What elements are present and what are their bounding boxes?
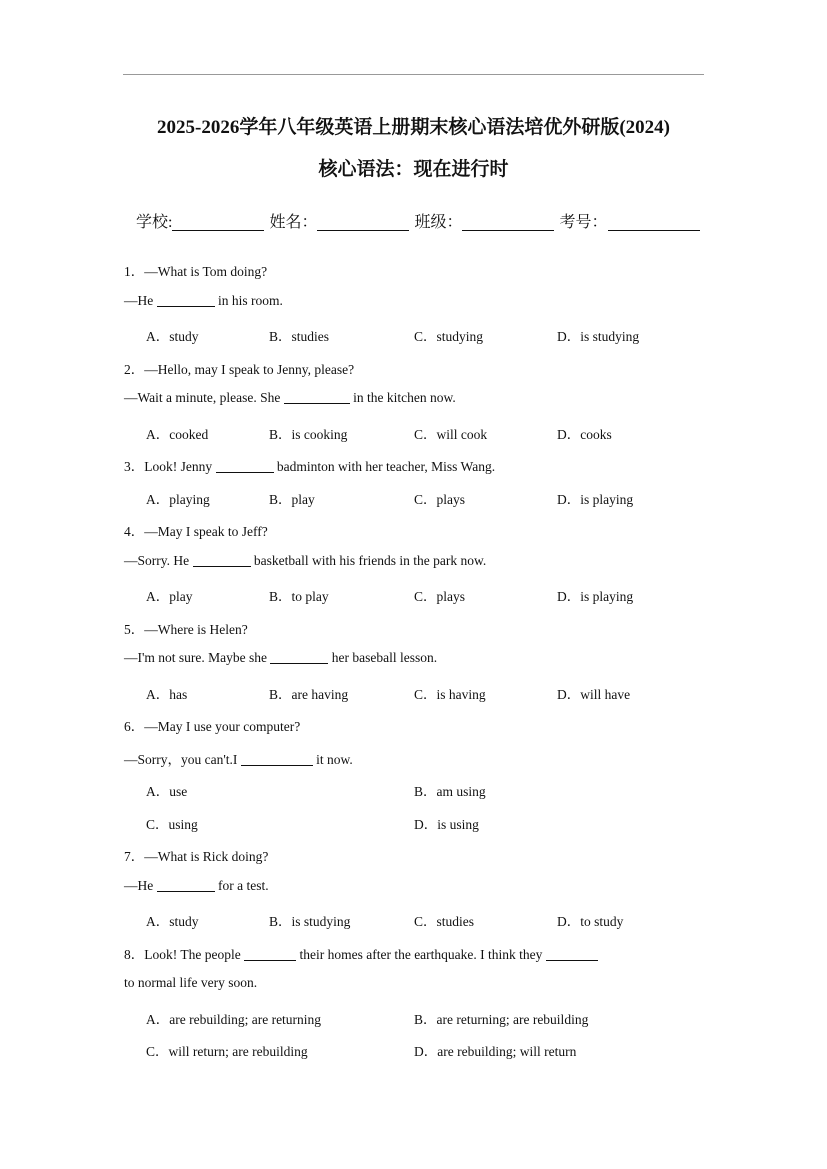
q4-option-a[interactable]: A．play [146, 589, 193, 604]
q4-option-c[interactable]: C．plays [414, 589, 466, 604]
answer-blank [244, 948, 296, 961]
header-rule [123, 74, 704, 75]
answer-blank [546, 948, 598, 961]
answer-blank [270, 651, 328, 664]
question-7-prompt: 7．—What is Rick doing? [124, 849, 269, 864]
answer-blank [193, 554, 251, 567]
question-2-response: —Wait a minute, please. She in the kitchen now. [124, 390, 456, 405]
q6-option-b[interactable]: B．am using [414, 784, 486, 799]
q7-option-c[interactable]: C．studies [414, 914, 475, 929]
q8-option-d[interactable]: D．are rebuilding; will return [414, 1044, 577, 1059]
q7-option-a[interactable]: A．study [146, 914, 199, 929]
question-5-response: —I'm not sure. Maybe she her baseball lesson. [124, 650, 438, 665]
q8-option-a[interactable]: A．are rebuilding; are returning [146, 1012, 322, 1027]
q2-option-b[interactable]: B．is cooking [269, 427, 348, 442]
q2-option-d[interactable]: D．cooks [557, 427, 612, 442]
question-1-prompt: 1．—What is Tom doing? [124, 264, 268, 279]
q6-option-c[interactable]: C．using [146, 817, 198, 832]
q2-option-c[interactable]: C．will cook [414, 427, 488, 442]
q3-option-c[interactable]: C．plays [414, 492, 466, 507]
number-label: 考号： [559, 214, 608, 231]
q2-option-a[interactable]: A．cooked [146, 427, 209, 442]
q5-option-c[interactable]: C．is having [414, 687, 486, 702]
question-7-response: —He for a test. [124, 878, 269, 893]
question-8-prompt: 8．Look! The people their homes after the earthquake. I think they [124, 943, 598, 963]
q5-option-b[interactable]: B．are having [269, 687, 349, 702]
question-3-prompt: 3．Look! Jenny badminton with her teacher, Miss Wang. [124, 459, 496, 474]
q5-option-a[interactable]: A．has [146, 687, 188, 702]
q3-option-d[interactable]: D．is playing [557, 492, 634, 507]
question-6-response: —Sorry，you can't.I it now. [124, 752, 353, 767]
q1-option-a[interactable]: A．study [146, 329, 199, 344]
q8-option-c[interactable]: C．will return; are rebuilding [146, 1044, 308, 1059]
answer-blank [216, 460, 274, 473]
name-label: 姓名： [269, 214, 318, 231]
question-5-prompt: 5．—Where is Helen? [124, 622, 248, 637]
answer-blank [157, 879, 215, 892]
school-field[interactable] [172, 212, 264, 231]
question-2-prompt: 2．—Hello, may I speak to Jenny, please? [124, 362, 355, 377]
number-field[interactable] [608, 212, 700, 231]
answer-blank [284, 391, 350, 404]
question-8-continuation: to normal life very soon. [124, 975, 258, 990]
page-title: 2025-2026学年八年级英语上册期末核心语法培优外研版(2024) [157, 117, 670, 138]
q6-option-a[interactable]: A．use [146, 784, 188, 799]
student-info-row [136, 209, 701, 232]
q4-option-d[interactable]: D．is playing [557, 589, 634, 604]
q6-option-d[interactable]: D．is using [414, 817, 479, 832]
question-6-prompt: 6．—May I use your computer? [124, 719, 301, 734]
question-4-prompt: 4．—May I speak to Jeff? [124, 524, 268, 539]
q8-option-b[interactable]: B．are returning; are rebuilding [414, 1012, 589, 1027]
answer-blank [157, 294, 215, 307]
answer-blank [241, 753, 313, 766]
q3-option-b[interactable]: B．play [269, 492, 315, 507]
q1-option-b[interactable]: B．studies [269, 329, 330, 344]
class-label: 班级： [414, 214, 463, 231]
q1-option-d[interactable]: D．is studying [557, 329, 640, 344]
q5-option-d[interactable]: D．will have [557, 687, 631, 702]
school-label: 学校: [136, 214, 173, 231]
q3-option-a[interactable]: A．playing [146, 492, 210, 507]
question-4-response: —Sorry. He basketball with his friends in the park now. [124, 553, 487, 568]
question-1-response: —He in his room. [124, 293, 283, 308]
q4-option-b[interactable]: B．to play [269, 589, 329, 604]
class-field[interactable] [462, 212, 554, 231]
q7-option-b[interactable]: B．is studying [269, 914, 351, 929]
q1-option-c[interactable]: C．studying [414, 329, 484, 344]
name-field[interactable] [317, 212, 409, 231]
page-subtitle: 核心语法：现在进行时 [318, 159, 509, 180]
q7-option-d[interactable]: D．to study [557, 914, 624, 929]
